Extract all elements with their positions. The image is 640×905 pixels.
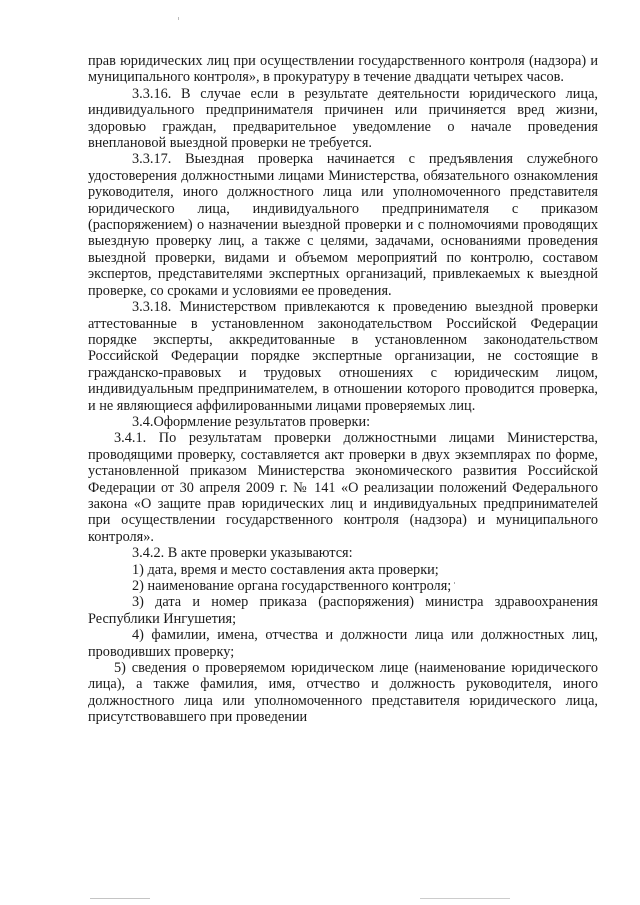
paragraph-3-3-18: 3.3.18. Министерством привлекаются к проведению выездной проверки аттестованные в установленном законодательством Российской Федерации порядке эксперты, аккредитованные в установленном законодательством Российской Федерации порядке экспертные организации, не состоящие в гражданско-правовых и трудовых отношениях с юридическим лицом, индивидуальным предпринимателем, в отношении которого проводится проверка, и не являющиеся аффилированными лицами проверяемых лиц. — [88, 299, 598, 414]
paragraph-3-4-1: 3.4.1. По результатам проверки должностными лицами Министерства, проводящими проверку, составляется акт проверки в двух экземплярах по форме, установленной приказом Министерства экономического развития Российской Федерации от 30 апреля 2009 г. № 141 «О реализации положений Федерального закона «О защите прав юридических лиц и индивидуальных предпринимателей при осуществлении государственного контроля (надзора) и муниципального контроля». — [88, 430, 598, 545]
list-item-1: 1) дата, время и место составления акта проверки; — [132, 561, 439, 578]
scan-artifact — [420, 898, 510, 899]
list-item-4: 4) фамилии, имена, отчества и должности лица или должностных лиц, проводивших проверку; — [88, 627, 598, 660]
scan-artifact — [90, 898, 150, 899]
paragraph-continuation: прав юридических лиц при осуществлении государственного контроля (надзора) и муниципального контроля», в прокуратуру в течение двадцати четырех часов. — [88, 53, 598, 86]
list-item-2: 2) наименование органа государственного контроля; — [132, 578, 452, 594]
list-item-5: 5) сведения о проверяемом юридическом лице (наименование юридического лица), а также фамилия, имя, отчество и должность руководителя, иного должностного лица или уполномоченного представителя юридического лица, присутствовавшего при проведении — [88, 660, 598, 726]
section-heading-3-4: 3.4.Оформление результатов проверки: — [132, 413, 371, 430]
paragraph-3-4-2: 3.4.2. В акте проверки указываются: — [132, 545, 353, 562]
list-item-3: 3) дата и номер приказа (распоряжения) министра здравоохранения Республики Ингушетия; — [88, 594, 598, 627]
document-body — [88, 53, 598, 726]
scan-artifact — [454, 582, 455, 584]
scan-artifact — [178, 17, 179, 20]
paragraph-3-3-17: 3.3.17. Выездная проверка начинается с предъявления служебного удостоверения должностными лицами Министерства, обязательного ознакомления руководителя, иного должностного лица или уполномоченного представителя юридического лица, индивидуального предпринимателя с приказом (распоряжением) о назначении выездной проверки и с полномочиями проводящих выездную проверку лиц, а также с целями, задачами, основаниями проведения выездной проверки, видами и объемом мероприятий по контролю, составом экспертов, представителями экспертных организаций, привлекаемых к выездной проверке, со сроками и условиями ее проведения. — [88, 151, 598, 299]
paragraph-3-3-16: 3.3.16. В случае если в результате деятельности юридического лица, индивидуального предпринимателя причинен или причиняется вред жизни, здоровью граждан, предварительное уведомление о начале проведения внеплановой выездной проверки не требуется. — [88, 85, 598, 152]
